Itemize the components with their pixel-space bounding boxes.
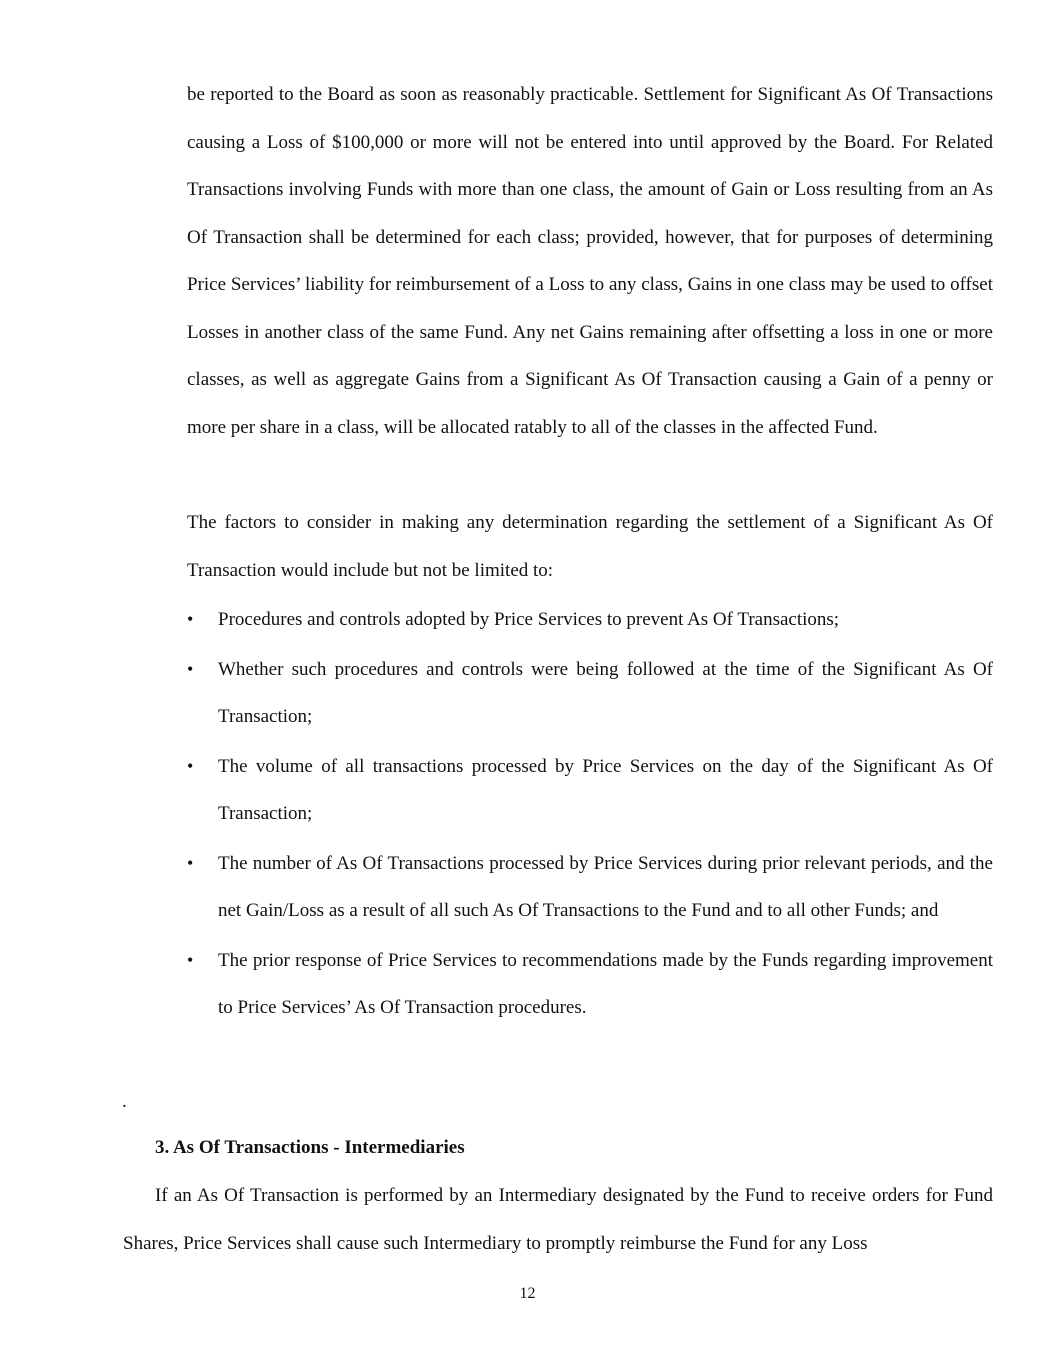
bullet-text: The prior response of Price Services to recommendations made by the Funds regarding improvement to Price Services’ As Of Transaction procedures. — [218, 949, 993, 1018]
bullet-text: The number of As Of Transactions processed by Price Services during prior relevant periods, and the net Gain/Loss as a result of all such As Of Transactions to the Fund and to all other Funds; and — [218, 852, 993, 921]
bullet-item — [187, 596, 993, 644]
section-heading: 3. As Of Transactions - Intermediaries — [155, 1137, 465, 1158]
paragraph-factors-intro: The factors to consider in making any determination regarding the settlement of a Significant As Of Transaction would include but not be limited to: — [187, 512, 993, 581]
bullet-icon: • — [187, 609, 194, 629]
page-number: 12 — [519, 1285, 536, 1302]
bullet-icon: • — [187, 755, 194, 776]
bullet-icon: • — [187, 658, 194, 679]
bullet-item — [187, 646, 993, 741]
paragraph-intermediaries: If an As Of Transaction is performed by an Intermediary designated by the Fund to receive orders for Fund Shares, Price Services shall cause such Intermediary to promptly reimburse the Fund for any Loss — [123, 1185, 993, 1254]
factors-bullet-list — [187, 596, 993, 1034]
bullet-text: The volume of all transactions processed by Price Services on the day of the Significant As Of Transaction; — [218, 755, 993, 824]
bullet-item — [187, 743, 993, 838]
bullet-icon: • — [187, 852, 194, 873]
paragraph-settlement-continued: be reported to the Board as soon as reasonably practicable. Settlement for Significant As Of Transactions causing a Loss of $100,000 or more will not be entered into until approved by the Board. For Related Transactions involving Funds with more than one class, the amount of Gain or Loss resulting from an As Of Transaction shall be determined for each class; provided, however, that for purposes of determining Price Services’ liability for reimbursement of a Loss to any class, Gains in one class may be used to offset Losses in another class of the same Fund. Any net Gains remaining after offsetting a loss in one or more classes, as well as aggregate Gains from a Significant As Of Transaction causing a Gain of a penny or more per share in a class, will be allocated ratably to all of the classes in the affected Fund. — [187, 84, 993, 438]
stray-period-mark: . — [122, 1091, 127, 1112]
bullet-text: Whether such procedures and controls were being followed at the time of the Significant As Of Transaction; — [218, 658, 993, 727]
bullet-item — [187, 937, 993, 1032]
bullet-icon: • — [187, 949, 194, 970]
bullet-text: Procedures and controls adopted by Price Services to prevent As Of Transactions; — [218, 609, 840, 630]
bullet-item — [187, 840, 993, 935]
